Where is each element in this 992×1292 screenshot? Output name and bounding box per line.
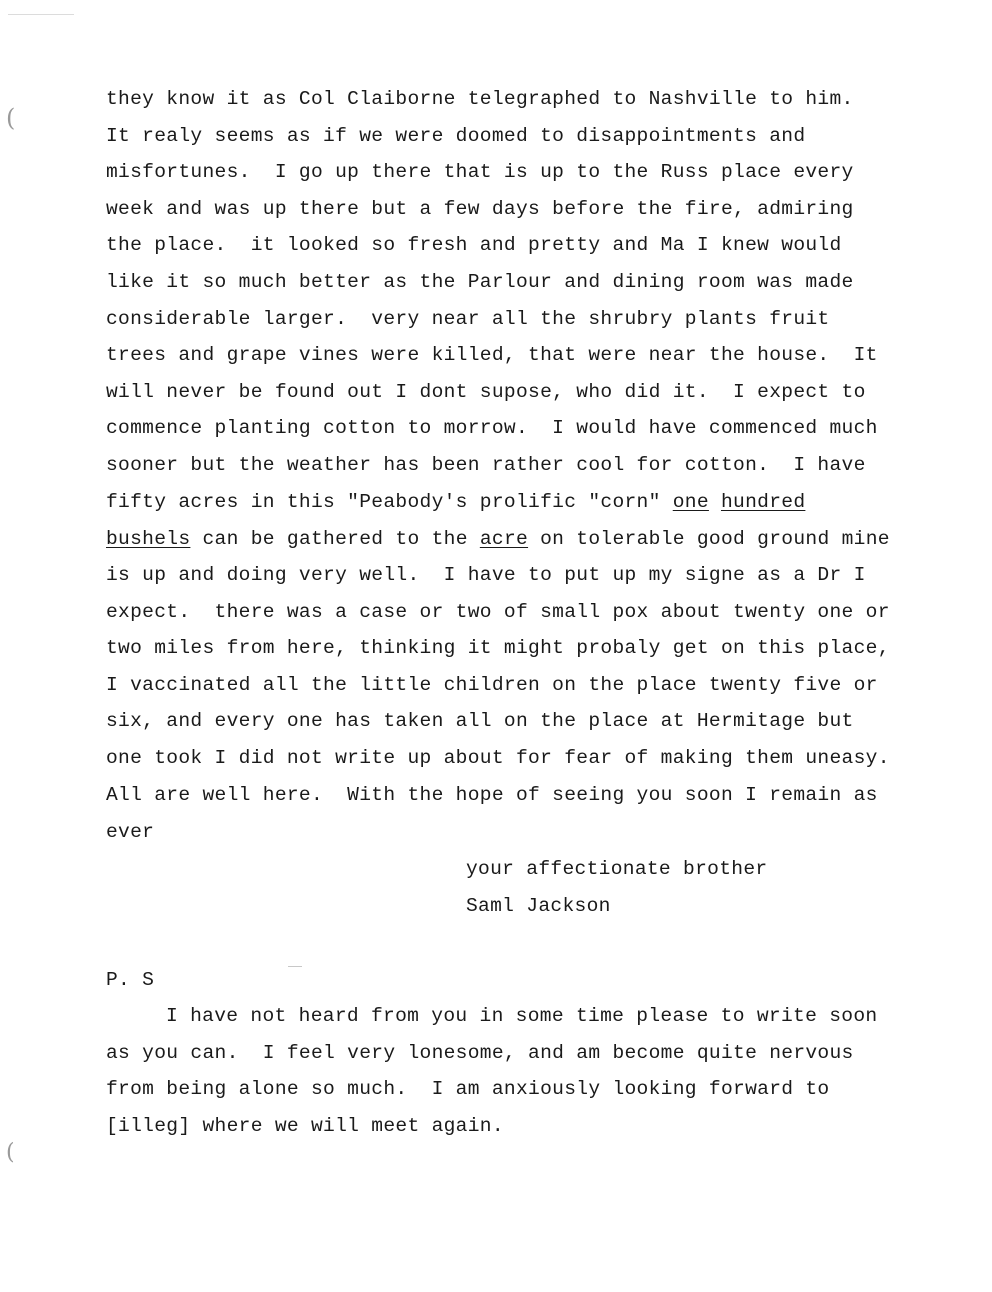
body-line: expect. there was a case or two of small pox about twenty one or <box>106 601 890 623</box>
scan-artifact-mid <box>288 966 302 967</box>
body-line: they know it as Col Claiborne telegraphed to Nashville to him. <box>106 88 854 110</box>
closing-salutation: your affectionate brother <box>466 858 768 880</box>
body-line: All are well here. With the hope of seeing you soon I remain as <box>106 784 878 806</box>
postscript-line: I have not heard from you in some time please to write soon <box>166 1005 878 1027</box>
body-line: sooner but the weather has been rather cool for cotton. I have <box>106 454 866 476</box>
body-line: It realy seems as if we were doomed to disappointments and <box>106 125 806 147</box>
scan-artifact-top <box>8 14 74 15</box>
postscript-heading: P. S <box>106 969 155 991</box>
body-text <box>709 491 721 513</box>
postscript-line: as you can. I feel very lonesome, and am become quite nervous <box>106 1042 854 1064</box>
body-line: one took I did not write up about for fear of making them uneasy. <box>106 747 890 769</box>
underlined-text: one <box>672 491 709 513</box>
body-line: the place. it looked so fresh and pretty and Ma I knew would <box>106 234 842 256</box>
body-line: misfortunes. I go up there that is up to the Russ place every <box>106 161 854 183</box>
body-line <box>106 490 805 514</box>
body-line: I vaccinated all the little children on the place twenty five or <box>106 674 878 696</box>
body-line: considerable larger. very near all the shrubry plants fruit <box>106 308 830 330</box>
body-text: on tolerable good ground mine <box>528 528 890 550</box>
underlined-text: acre <box>479 528 529 550</box>
body-line: will never be found out I dont supose, who did it. I expect to <box>106 381 866 403</box>
body-line: trees and grape vines were killed, that were near the house. It <box>106 344 878 366</box>
postscript-line: from being alone so much. I am anxiously looking forward to <box>106 1078 830 1100</box>
body-text: fifty acres in this "Peabody's prolific "corn" <box>106 491 673 513</box>
body-line: ever <box>106 821 155 843</box>
postscript-line: [illeg] where we will meet again. <box>106 1115 504 1137</box>
body-line <box>106 527 890 551</box>
body-line: two miles from here, thinking it might probaly get on this place, <box>106 637 890 659</box>
underlined-text: hundred <box>720 491 806 513</box>
signature: Saml Jackson <box>466 895 611 917</box>
underlined-text: bushels <box>106 528 191 550</box>
body-line: commence planting cotton to morrow. I would have commenced much <box>106 417 878 439</box>
body-line: like it so much better as the Parlour and dining room was made <box>106 271 854 293</box>
margin-mark-bottom: ( <box>6 1140 15 1165</box>
body-line: is up and doing very well. I have to put up my signe as a Dr I <box>106 564 866 586</box>
body-line: six, and every one has taken all on the place at Hermitage but <box>106 710 854 732</box>
body-line: week and was up there but a few days before the fire, admiring <box>106 198 854 220</box>
margin-mark-top: ( <box>6 104 16 132</box>
body-text: can be gathered to the <box>190 528 480 550</box>
